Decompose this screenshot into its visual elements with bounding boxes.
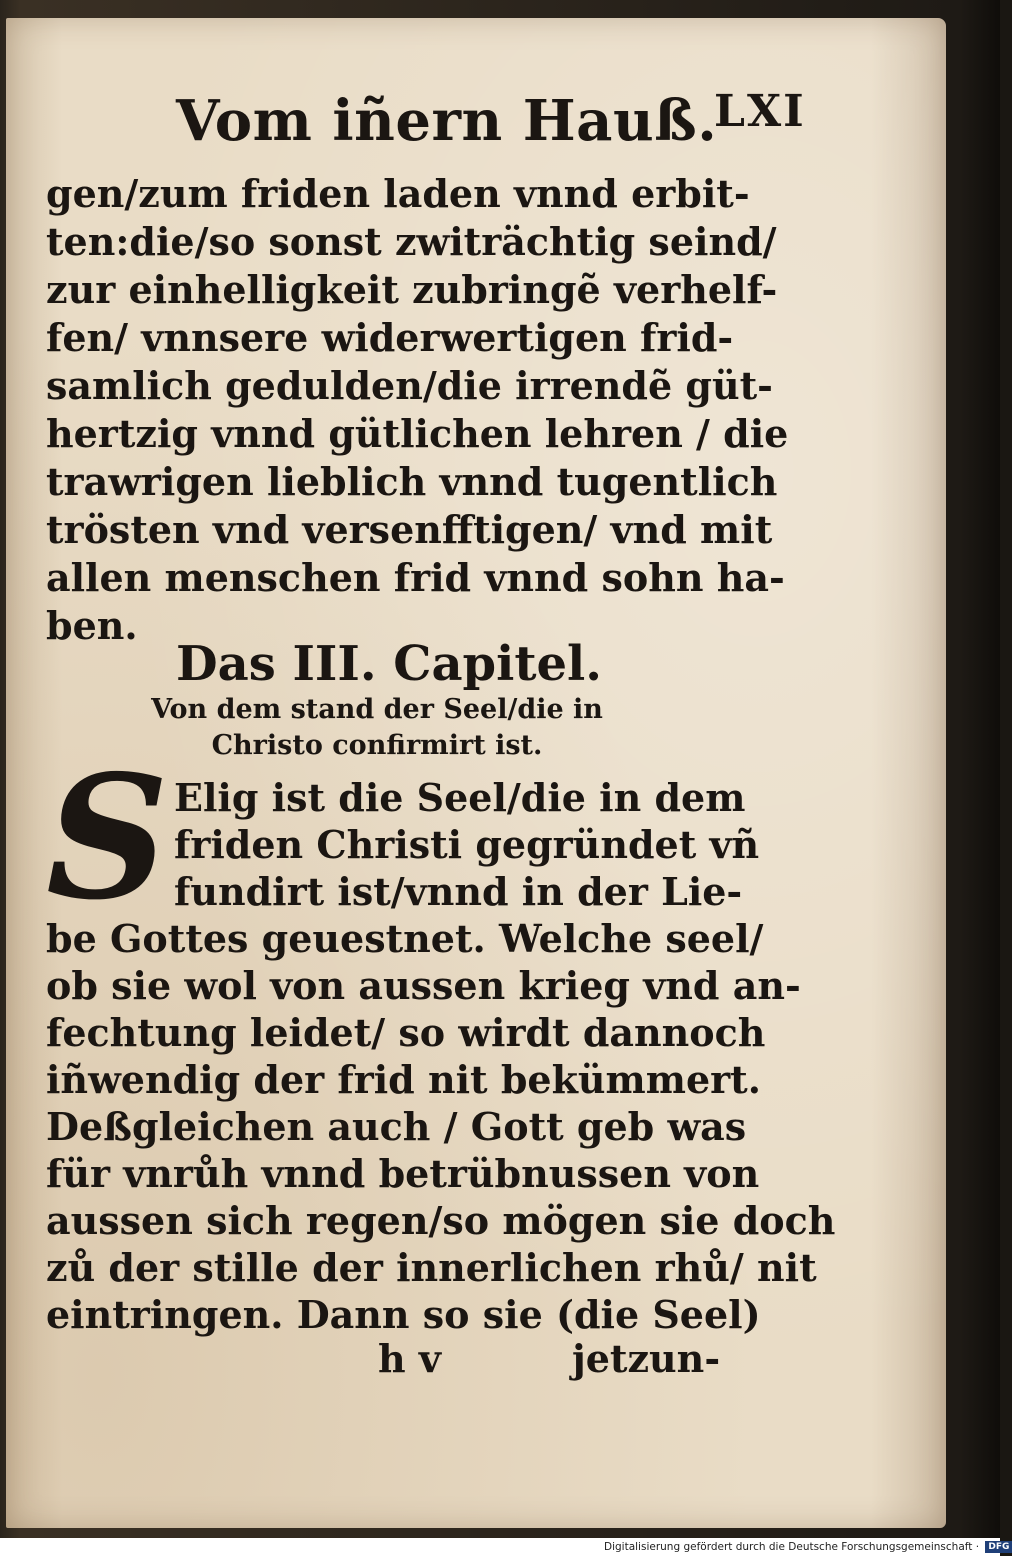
text-line: ben. [46, 603, 138, 648]
text-line: Deßgleichen auch / Gott geb was [46, 1104, 747, 1149]
folio-number: LXI [714, 86, 806, 137]
text-line: fundirt ist/vnnd in der Lie- [174, 869, 743, 914]
drop-cap-initial: S [46, 738, 169, 938]
text-line: aussen sich regen/so mögen sie doch [46, 1198, 836, 1243]
credit-text: Digitalisierung gefördert durch die Deutsche Forschungsgemeinschaft · [604, 1541, 980, 1553]
text-line: für vnrůh vnnd betrübnussen von [46, 1151, 760, 1196]
text-line: fechtung leidet/ so wirdt dannoch [46, 1010, 766, 1055]
text-line: allen menschen frid vnnd sohn ha- [46, 555, 785, 600]
text-line: zů der stille der innerlichen rhů/ nit [46, 1245, 817, 1290]
footer-strip [0, 1538, 604, 1556]
digitization-credit [604, 1538, 1010, 1556]
text-line: be Gottes geuestnet. Welche seel/ [46, 916, 764, 961]
book-page [6, 18, 946, 1528]
text-line: friden Christi gegründet vñ [174, 822, 760, 867]
text-line: fen/ vnnsere widerwertigen frid- [46, 315, 734, 360]
text-line: trawrigen lieblich vnnd tugentlich [46, 459, 778, 504]
paragraph-2 [46, 774, 836, 1338]
text-line: samlich gedulden/die irrendẽ güt- [46, 363, 773, 408]
running-head: Vom iñern Hauß. [176, 88, 718, 154]
text-line: trösten vnd versenfftigen/ vnd mit [46, 507, 773, 552]
text-line: zur einhelligkeit zubringẽ verhelf- [46, 267, 778, 312]
paragraph-1 [46, 170, 789, 650]
text-line: hertzig vnnd gütlichen lehren / die [46, 411, 789, 456]
text-line: Elig ist die Seel/die in dem [174, 775, 746, 820]
text-line: ob sie wol von aussen krieg vnd an- [46, 963, 801, 1008]
chapter-subtitle-line: Von dem stand der Seel/die in [151, 694, 603, 725]
catchword: jetzun- [572, 1336, 721, 1381]
text-line: gen/zum friden laden vnnd erbit- [46, 171, 750, 216]
dfg-logo: DFG [985, 1541, 1012, 1553]
text-line: iñwendig der frid nit bekümmert. [46, 1057, 761, 1102]
chapter-title: Das III. Capitel. [176, 636, 602, 692]
chapter-subtitle-line: Christo confirmirt ist. [211, 730, 543, 761]
text-line: ten:die/so sonst zwiträchtig seind/ [46, 219, 777, 264]
text-line: eintringen. Dann so sie (die Seel) [46, 1292, 761, 1337]
signature-mark: h v [378, 1336, 441, 1381]
